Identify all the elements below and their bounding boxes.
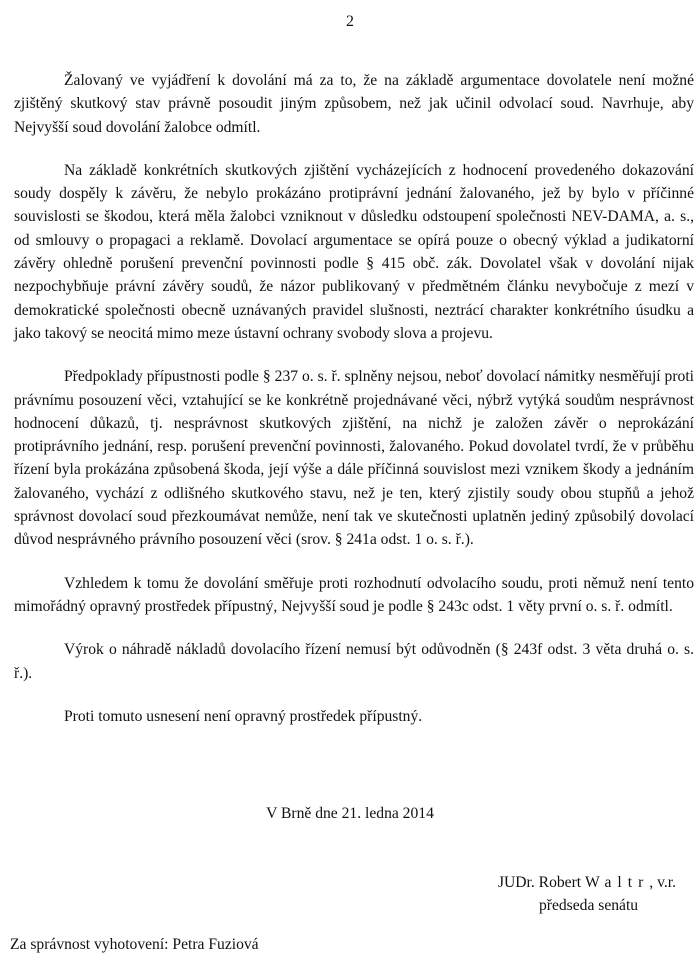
paragraph-respondent-statement: Žalovaný ve vyjádření k dovolání má za to, že na základě argumentace dovolatele není možné zjištěný skutkový stav právně posoudit jiným způsobem, než jak učinil odvolací soud. Navrhuje, aby Nejvyšší soud dovolání žalobce odmítl. bbox=[14, 72, 694, 136]
signatory-name bbox=[498, 871, 676, 894]
signatory-surname: Waltr bbox=[585, 874, 650, 891]
page-number: 2 bbox=[346, 13, 354, 30]
signatory-suffix: , v.r. bbox=[649, 874, 676, 891]
paragraph-costs: Výrok o náhradě nákladů dovolacího řízení nemusí být odůvodněn (§ 243f odst. 3 věta druhá o. s. ř.). bbox=[14, 641, 694, 682]
document-body bbox=[14, 69, 694, 728]
paragraph-factual-findings: Na základě konkrétních skutkových zjištění vycházejících z hodnocení provedeného dokazování soudy dospěly k závěru, že nebylo prokázáno protiprávní jednání žalovaného, jež by bylo v příčinné souvislosti se škodou, která měla žalobci vzniknout v důsledku odstoupení společnosti NEV-DAMA, a. s., od smlouvy o propagaci a reklamě. Dovolací argumentace se opírá pouze o obecný výklad a judikatorní závěry ohledně porušení prevenční povinnosti podle § 415 obč. zák. Dovolatel však v dovolání nijak nezpochybňuje právní závěry soudů, že názor publikovaný v předmětném článku nevybočuje z mezí v demokratické společnosti obecně uznávaných pravidel slušnosti, neztrácí charakter konkrétního úsudku a jako takový se neocitá mimo meze ústavní ochrany svobody slova a projevu. bbox=[14, 161, 694, 342]
signatory-role: předseda senátu bbox=[538, 897, 639, 914]
paragraph-rejection: Vzhledem k tomu že dovolání směřuje proti rozhodnutí odvolacího soudu, proti němuž není tento mimořádný opravný prostředek přípustný, Nejvyšší soud je podle § 243c odst. 1 věty první o. s. ř. odmítl. bbox=[14, 574, 694, 615]
signatory-title-given-name: JUDr. Robert bbox=[497, 874, 582, 891]
paragraph-admissibility: Předpoklady přípustnosti podle § 237 o. s. ř. splněny nejsou, neboť dovolací námitky nesměřují proti právnímu posouzení věci, vztahující se ke konkrétně projednávané věci, nýbrž vytýká soudům nesprávnost hodnocení důkazů, tj. nesprávnost skutkových zjištění, na nichž je založen závěr o neprokázání protiprávního jednání, resp. porušení prevenční povinnosti, žalovaného. Pokud dovolatel tvrdí, že v průběhu řízení byla prokázána způsobená škoda, její výše a dále příčinná souvislost mezi vznikem škody a jednáním žalovaného, vychází z odlišného skutkového stavu, než je ten, který zjistily soudy obou stupňů a jehož správnost dovolací soud přezkoumávat nemůže, není tak ve skutečnosti uplatněn jediný způsobilý dovolací důvod nesprávného právního posouzení věci (srov. § 241a odst. 1 o. s. ř.). bbox=[14, 368, 694, 549]
copy-certification: Za správnost vyhotovení: Petra Fuziová bbox=[10, 936, 259, 953]
place-and-date: V Brně dne 21. ledna 2014 bbox=[266, 805, 434, 822]
signature-block bbox=[498, 871, 676, 917]
paragraph-no-remedy: Proti tomuto usnesení není opravný prostředek přípustný. bbox=[64, 707, 423, 725]
